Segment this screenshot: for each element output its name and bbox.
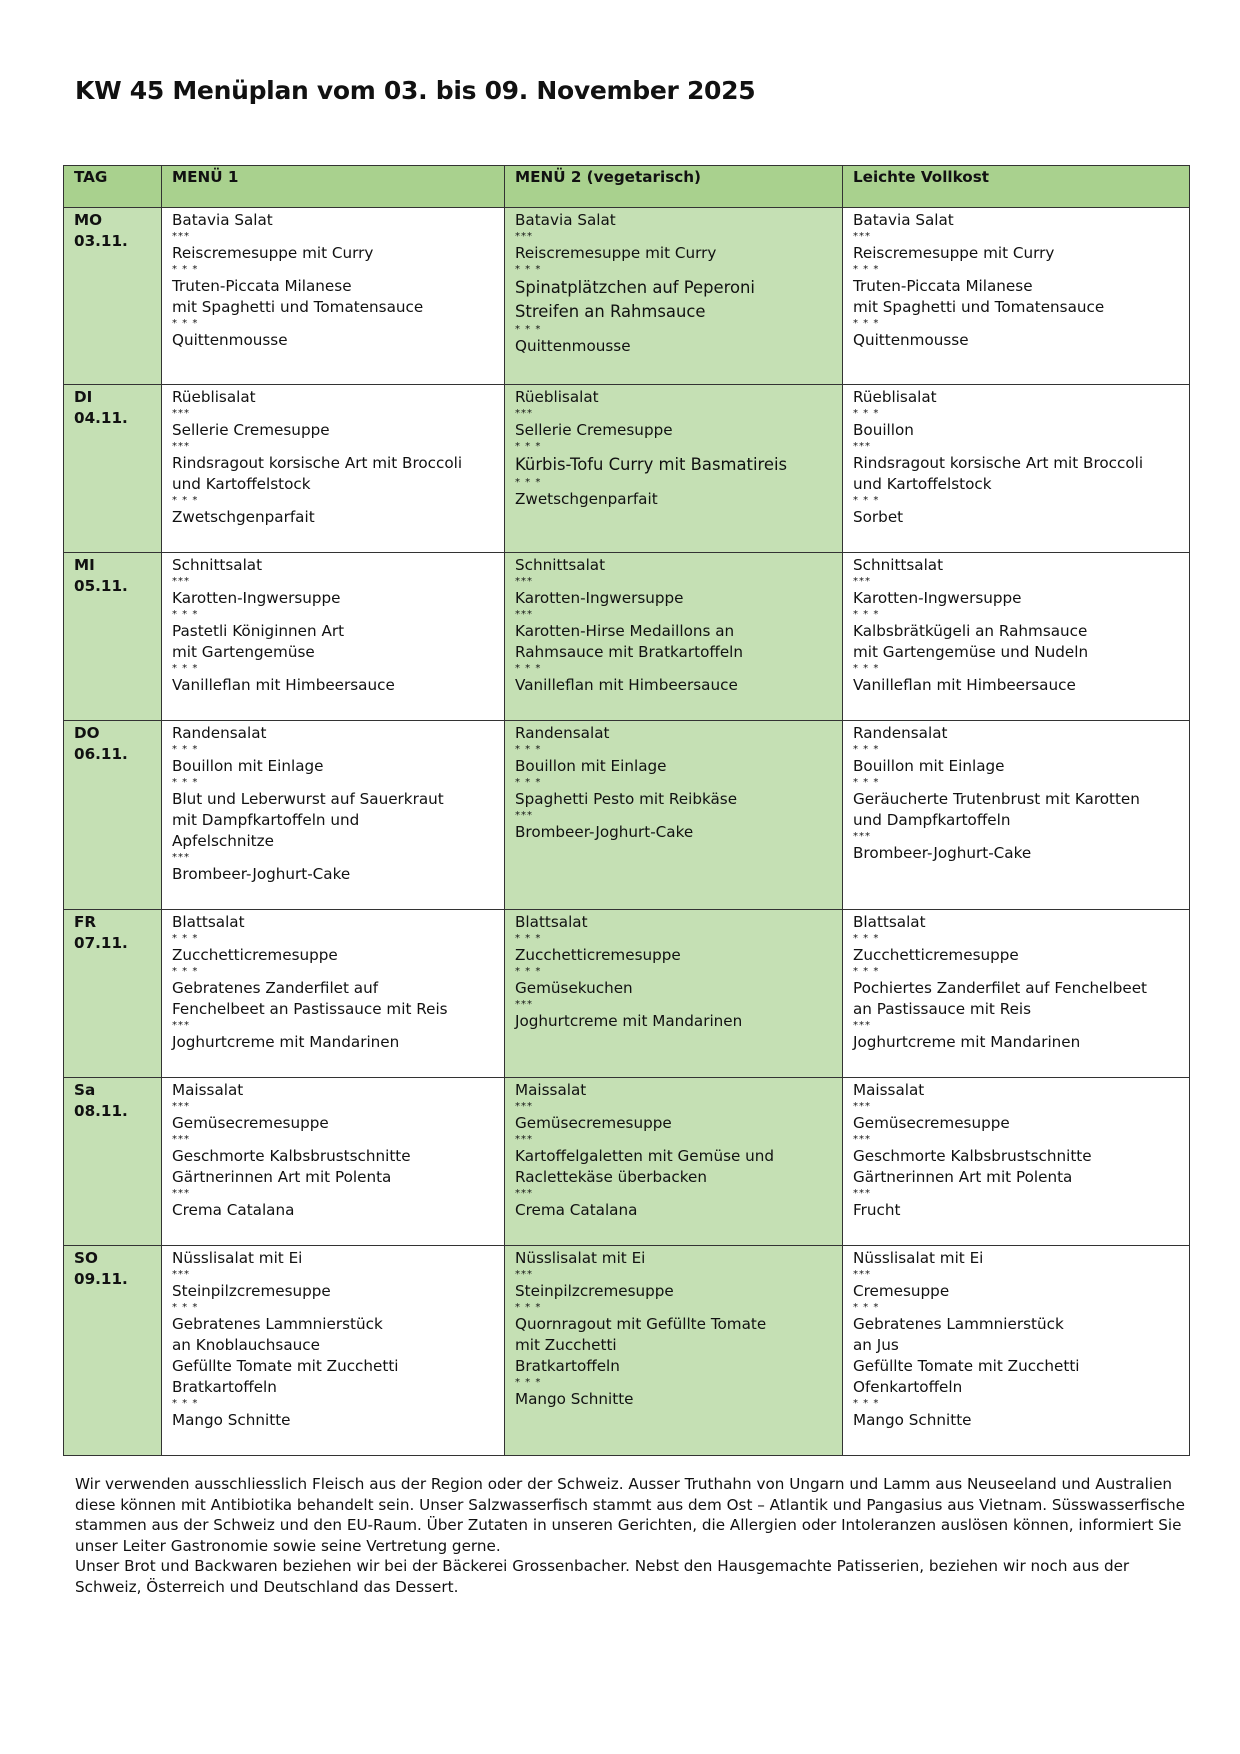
- dish-line: Gebratenes Zanderfilet auf: [172, 979, 379, 997]
- menu-1-cell: [162, 910, 505, 1078]
- dish-line: Gärtnerinnen Art mit Polenta: [172, 1168, 392, 1186]
- dish-line: Gemüsekuchen: [515, 979, 633, 997]
- day-date: 06.11.: [74, 745, 128, 763]
- day-date: 04.11.: [74, 409, 128, 427]
- dish-line: Blattsalat: [515, 913, 588, 931]
- course-separator: ***: [172, 231, 190, 242]
- dish-line: Randensalat: [172, 724, 267, 742]
- dish-line: Joghurtcreme mit Mandarinen: [515, 1012, 743, 1030]
- course-separator: ***: [853, 1188, 871, 1199]
- dish-line: Joghurtcreme mit Mandarinen: [853, 1033, 1081, 1051]
- footer-paragraph-2: Unser Brot und Backwaren beziehen wir bei der Bäckerei Grossenbacher. Nebst den Hausgemachte Patisserien, beziehen wir noch aus der Schweiz, Österreich und Deutschland das Dessert.: [75, 1557, 1130, 1596]
- course-separator: ***: [515, 1188, 533, 1199]
- day-cell: [64, 385, 162, 553]
- course-separator: * * *: [172, 1398, 199, 1409]
- day-cell: [64, 208, 162, 385]
- day-cell: [64, 1078, 162, 1246]
- course-separator: * * *: [172, 663, 199, 674]
- dish-line: Karotten-Hirse Medaillons an: [515, 622, 735, 640]
- dish-line: Zucchetticremesuppe: [515, 946, 681, 964]
- course-separator: * * *: [515, 966, 542, 977]
- dish-line: Bratkartoffeln: [172, 1378, 277, 1396]
- dish-line: Spaghetti Pesto mit Reibkäse: [515, 790, 738, 808]
- course-separator: * * *: [515, 777, 542, 788]
- dish-line: Truten-Piccata Milanese: [172, 277, 352, 295]
- dish-line: mit Dampfkartoffeln und: [172, 811, 360, 829]
- course-separator: ***: [172, 1101, 190, 1112]
- day-label: DI: [74, 388, 93, 406]
- menu-1-cell: [162, 385, 505, 553]
- day-label: MI: [74, 556, 95, 574]
- course-separator: * * *: [853, 318, 880, 329]
- course-separator: * * *: [515, 744, 542, 755]
- table-row: [64, 1246, 1190, 1456]
- day-cell: [64, 553, 162, 721]
- table-row: [64, 385, 1190, 553]
- menu-1-cell: [162, 721, 505, 910]
- course-separator: * * *: [172, 1302, 199, 1313]
- menu-1-cell: [162, 208, 505, 385]
- course-separator: ***: [172, 1020, 190, 1031]
- dish-line: Kalbsbrätkügeli an Rahmsauce: [853, 622, 1088, 640]
- dish-line: Bouillon mit Einlage: [853, 757, 1005, 775]
- header-light-diet: Leichte Vollkost: [843, 166, 1190, 208]
- day-date: 07.11.: [74, 934, 128, 952]
- course-separator: ***: [853, 1269, 871, 1280]
- footer-paragraph-1: Wir verwenden ausschliesslich Fleisch aus der Region oder der Schweiz. Ausser Truthahn von Ungarn und Lamm aus Neuseeland und Australien diese können mit Antibiotika behandelt sein. Unser Salzwasserfisch stammt aus dem Ost – Atlantik und Pangasius aus Vietnam. Süsswasserfische stammen aus der Schweiz und den EU-Raum. Über Zutaten in unseren Gerichten, die Allergien oder Intoleranzen auslösen können, informiert Sie unser Leiter Gastronomie sowie seine Vertretung gerne.: [75, 1475, 1185, 1555]
- dish-line: Rüeblisalat: [515, 388, 599, 406]
- day-label: DO: [74, 724, 100, 742]
- course-separator: ***: [515, 810, 533, 821]
- course-separator: ***: [172, 441, 190, 452]
- dish-line: Kartoffelgaletten mit Gemüse und: [515, 1147, 775, 1165]
- course-separator: ***: [853, 441, 871, 452]
- course-separator: * * *: [172, 318, 199, 329]
- course-separator: ***: [853, 1101, 871, 1112]
- dish-line: Gemüsecremesuppe: [853, 1114, 1010, 1132]
- dish-line: mit Gartengemüse und Nudeln: [853, 643, 1089, 661]
- dish-line: Batavia Salat: [515, 211, 616, 229]
- dish-line: Sellerie Cremesuppe: [515, 421, 673, 439]
- course-separator: * * *: [172, 609, 199, 620]
- dish-line: Schnittsalat: [172, 556, 263, 574]
- light-diet-cell: [843, 553, 1190, 721]
- course-separator: * * *: [853, 495, 880, 506]
- dish-line: Sorbet: [853, 508, 904, 526]
- course-separator: * * *: [172, 966, 199, 977]
- course-separator: ***: [172, 1188, 190, 1199]
- dish-line: Nüsslisalat mit Ei: [172, 1249, 303, 1267]
- course-separator: * * *: [853, 609, 880, 620]
- dish-line: Rindsragout korsische Art mit Broccoli: [172, 454, 463, 472]
- menu-2-cell: [505, 553, 843, 721]
- dish-line: Joghurtcreme mit Mandarinen: [172, 1033, 400, 1051]
- course-separator: ***: [515, 609, 533, 620]
- course-separator: ***: [853, 576, 871, 587]
- course-separator: ***: [515, 576, 533, 587]
- dish-line: mit Spaghetti und Tomatensauce: [172, 298, 424, 316]
- course-separator: * * *: [172, 777, 199, 788]
- page-title: KW 45 Menüplan vom 03. bis 09. November 2025: [75, 76, 756, 105]
- dish-line: Karotten-Ingwersuppe: [853, 589, 1022, 607]
- dish-line: Randensalat: [853, 724, 948, 742]
- menu-2-cell: [505, 1246, 843, 1456]
- course-separator: * * *: [172, 495, 199, 506]
- menu-body: [64, 208, 1190, 1456]
- table-row: [64, 553, 1190, 721]
- dish-line: an Pastissauce mit Reis: [853, 1000, 1032, 1018]
- dish-line: Mango Schnitte: [515, 1390, 634, 1408]
- light-diet-cell: [843, 1246, 1190, 1456]
- day-date: 09.11.: [74, 1270, 128, 1288]
- dish-line: Fenchelbeet an Pastissauce mit Reis: [172, 1000, 448, 1018]
- day-cell: [64, 910, 162, 1078]
- course-separator: * * *: [853, 1302, 880, 1313]
- course-separator: * * *: [853, 777, 880, 788]
- header-row: [64, 166, 1190, 208]
- dish-line: Streifen an Rahmsauce: [515, 302, 706, 321]
- dish-line: Reiscremesuppe mit Curry: [853, 244, 1055, 262]
- day-date: 08.11.: [74, 1102, 128, 1120]
- course-separator: * * *: [853, 1398, 880, 1409]
- light-diet-cell: [843, 208, 1190, 385]
- dish-line: Karotten-Ingwersuppe: [172, 589, 341, 607]
- dish-line: Schnittsalat: [853, 556, 944, 574]
- dish-line: Pochiertes Zanderfilet auf Fenchelbeet: [853, 979, 1148, 997]
- course-separator: * * *: [853, 408, 880, 419]
- menu-1-cell: [162, 1246, 505, 1456]
- course-separator: ***: [853, 831, 871, 842]
- dish-line: Vanilleflan mit Himbeersauce: [515, 676, 738, 694]
- dish-line: Bouillon mit Einlage: [515, 757, 667, 775]
- dish-line: mit Zucchetti: [515, 1336, 617, 1354]
- dish-line: Geschmorte Kalbsbrustschnitte: [172, 1147, 411, 1165]
- light-diet-cell: [843, 385, 1190, 553]
- dish-line: Frucht: [853, 1201, 901, 1219]
- day-date: 03.11.: [74, 232, 128, 250]
- menu-2-cell: [505, 721, 843, 910]
- dish-line: Bouillon: [853, 421, 914, 439]
- dish-line: Raclettekäse überbacken: [515, 1168, 707, 1186]
- dish-line: Quittenmousse: [515, 337, 631, 355]
- dish-line: Rahmsauce mit Bratkartoffeln: [515, 643, 744, 661]
- dish-line: Rüeblisalat: [172, 388, 256, 406]
- dish-line: Gefüllte Tomate mit Zucchetti: [853, 1357, 1080, 1375]
- dish-line: an Jus: [853, 1336, 899, 1354]
- dish-line: Steinpilzcremesuppe: [515, 1282, 674, 1300]
- dish-line: Spinatplätzchen auf Peperoni: [515, 278, 755, 297]
- day-cell: [64, 721, 162, 910]
- header-menu-1: MENÜ 1: [162, 166, 505, 208]
- menu-2-cell: [505, 208, 843, 385]
- header-menu-2: MENÜ 2 (vegetarisch): [505, 166, 843, 208]
- day-label: SO: [74, 1249, 98, 1267]
- dish-line: Apfelschnitze: [172, 832, 274, 850]
- table-row: [64, 910, 1190, 1078]
- course-separator: * * *: [515, 1377, 542, 1388]
- course-separator: * * *: [515, 1302, 542, 1313]
- dish-line: Gebratenes Lammnierstück: [853, 1315, 1064, 1333]
- day-label: Sa: [74, 1081, 96, 1099]
- dish-line: Pastetli Königinnen Art: [172, 622, 345, 640]
- table-row: [64, 1078, 1190, 1246]
- dish-line: Geschmorte Kalbsbrustschnitte: [853, 1147, 1092, 1165]
- dish-line: Kürbis-Tofu Curry mit Basmatireis: [515, 455, 788, 474]
- dish-line: Steinpilzcremesuppe: [172, 1282, 331, 1300]
- dish-line: Ofenkartoffeln: [853, 1378, 963, 1396]
- dish-line: mit Spaghetti und Tomatensauce: [853, 298, 1105, 316]
- footer-note: [75, 1474, 1185, 1598]
- dish-line: Mango Schnitte: [172, 1411, 291, 1429]
- dish-line: Sellerie Cremesuppe: [172, 421, 330, 439]
- dish-line: Quittenmousse: [172, 331, 288, 349]
- course-separator: * * *: [172, 264, 199, 275]
- dish-line: Zwetschgenparfait: [515, 490, 658, 508]
- dish-line: Rindsragout korsische Art mit Broccoli: [853, 454, 1144, 472]
- dish-line: Gebratenes Lammnierstück: [172, 1315, 383, 1333]
- dish-line: Bratkartoffeln: [515, 1357, 620, 1375]
- course-separator: * * *: [515, 264, 542, 275]
- day-cell: [64, 1246, 162, 1456]
- dish-line: an Knoblauchsauce: [172, 1336, 320, 1354]
- dish-line: Zwetschgenparfait: [172, 508, 315, 526]
- dish-line: mit Gartengemüse: [172, 643, 315, 661]
- dish-line: Zucchetticremesuppe: [172, 946, 338, 964]
- dish-line: Brombeer-Joghurt-Cake: [853, 844, 1032, 862]
- course-separator: * * *: [515, 441, 542, 452]
- course-separator: * * *: [515, 477, 542, 488]
- menu-table: [63, 165, 1190, 1456]
- dish-line: Truten-Piccata Milanese: [853, 277, 1033, 295]
- light-diet-cell: [843, 910, 1190, 1078]
- course-separator: * * *: [853, 933, 880, 944]
- table-row: [64, 208, 1190, 385]
- light-diet-cell: [843, 721, 1190, 910]
- menu-2-cell: [505, 910, 843, 1078]
- dish-line: Quornragout mit Gefüllte Tomate: [515, 1315, 767, 1333]
- dish-line: Blut und Leberwurst auf Sauerkraut: [172, 790, 444, 808]
- dish-line: Brombeer-Joghurt-Cake: [172, 865, 351, 883]
- dish-line: Crema Catalana: [515, 1201, 638, 1219]
- dish-line: Nüsslisalat mit Ei: [853, 1249, 984, 1267]
- course-separator: * * *: [515, 324, 542, 335]
- course-separator: * * *: [515, 663, 542, 674]
- dish-line: und Kartoffelstock: [172, 475, 311, 493]
- dish-line: Vanilleflan mit Himbeersauce: [172, 676, 395, 694]
- course-separator: ***: [172, 1269, 190, 1280]
- course-separator: * * *: [172, 744, 199, 755]
- course-separator: ***: [853, 231, 871, 242]
- day-label: FR: [74, 913, 97, 931]
- course-separator: ***: [172, 1134, 190, 1145]
- course-separator: ***: [853, 1020, 871, 1031]
- dish-line: Blattsalat: [172, 913, 245, 931]
- course-separator: ***: [515, 1269, 533, 1280]
- course-separator: ***: [172, 576, 190, 587]
- dish-line: Gefüllte Tomate mit Zucchetti: [172, 1357, 399, 1375]
- course-separator: ***: [515, 999, 533, 1010]
- course-separator: * * *: [853, 744, 880, 755]
- dish-line: Gemüsecremesuppe: [172, 1114, 329, 1132]
- dish-line: und Kartoffelstock: [853, 475, 992, 493]
- course-separator: * * *: [515, 933, 542, 944]
- dish-line: Quittenmousse: [853, 331, 969, 349]
- dish-line: Batavia Salat: [172, 211, 273, 229]
- course-separator: * * *: [853, 663, 880, 674]
- dish-line: Zucchetticremesuppe: [853, 946, 1019, 964]
- course-separator: ***: [172, 852, 190, 863]
- dish-line: Reiscremesuppe mit Curry: [172, 244, 374, 262]
- dish-line: Gemüsecremesuppe: [515, 1114, 672, 1132]
- dish-line: Maissalat: [172, 1081, 244, 1099]
- table-row: [64, 721, 1190, 910]
- dish-line: Mango Schnitte: [853, 1411, 972, 1429]
- course-separator: * * *: [853, 264, 880, 275]
- day-date: 05.11.: [74, 577, 128, 595]
- dish-line: Karotten-Ingwersuppe: [515, 589, 684, 607]
- menu-2-cell: [505, 385, 843, 553]
- dish-line: Maissalat: [853, 1081, 925, 1099]
- dish-line: Geräucherte Trutenbrust mit Karotten: [853, 790, 1140, 808]
- course-separator: ***: [515, 231, 533, 242]
- dish-line: Brombeer-Joghurt-Cake: [515, 823, 694, 841]
- course-separator: * * *: [172, 933, 199, 944]
- course-separator: ***: [515, 408, 533, 419]
- dish-line: und Dampfkartoffeln: [853, 811, 1011, 829]
- dish-line: Nüsslisalat mit Ei: [515, 1249, 646, 1267]
- header-tag: TAG: [64, 166, 162, 208]
- menu-2-cell: [505, 1078, 843, 1246]
- course-separator: * * *: [853, 966, 880, 977]
- course-separator: ***: [515, 1101, 533, 1112]
- light-diet-cell: [843, 1078, 1190, 1246]
- course-separator: ***: [515, 1134, 533, 1145]
- dish-line: Batavia Salat: [853, 211, 954, 229]
- day-label: MO: [74, 211, 103, 229]
- dish-line: Reiscremesuppe mit Curry: [515, 244, 717, 262]
- dish-line: Schnittsalat: [515, 556, 606, 574]
- dish-line: Crema Catalana: [172, 1201, 295, 1219]
- dish-line: Gärtnerinnen Art mit Polenta: [853, 1168, 1073, 1186]
- menu-1-cell: [162, 1078, 505, 1246]
- menu-1-cell: [162, 553, 505, 721]
- course-separator: ***: [172, 408, 190, 419]
- dish-line: Rüeblisalat: [853, 388, 937, 406]
- dish-line: Bouillon mit Einlage: [172, 757, 324, 775]
- dish-line: Maissalat: [515, 1081, 587, 1099]
- dish-line: Randensalat: [515, 724, 610, 742]
- dish-line: Blattsalat: [853, 913, 926, 931]
- dish-line: Cremesuppe: [853, 1282, 950, 1300]
- dish-line: Vanilleflan mit Himbeersauce: [853, 676, 1076, 694]
- course-separator: ***: [853, 1134, 871, 1145]
